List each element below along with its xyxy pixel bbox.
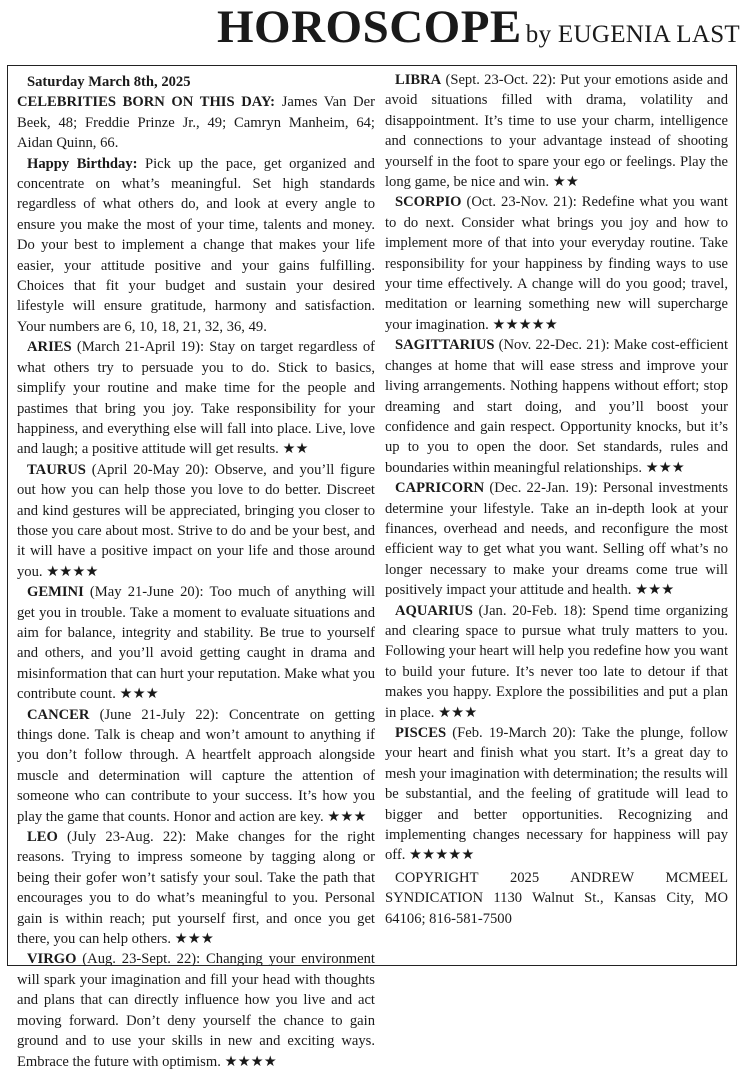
date-line: Saturday March 8th, 2025 bbox=[27, 74, 191, 90]
sign-text: Make cost-efficient changes at home that will ease stress and improve your living arrangements. Nothing happens without effort; stop dreaming and start doing, and you’ll boost your confidence and gain respect. Opportunity knocks, but it’s up to you to open the door. Set standards, rules and boundaries within meaningful relationships. bbox=[385, 337, 728, 476]
sign-text: Make changes for the right reasons. Trying to impress someone by tagging along or being their gofer won’t satisfy your soul. Take the path that encourages you to do what’s meaningful to you. Personal gain is within reach; put yourself first, and once you get there, you can help others. bbox=[17, 829, 375, 948]
star-rating: ★★★ bbox=[323, 808, 367, 825]
birthday-paragraph bbox=[17, 154, 375, 338]
sign-text: Personal investments determine your lifestyle. Take an in-depth look at your finances, overhead and needs, and reconfigure the most efficient way to get what you want. Selling off what’s no longer necessary to make your dreams come true will positively impact your attitude and health. bbox=[385, 480, 728, 599]
star-rating: ★★★ bbox=[171, 931, 214, 948]
sign-dates: (July 23-Aug. 22): bbox=[57, 829, 187, 846]
celebrities-text: James Van Der Beek, 48; Freddie Prinze Jr., 49; Camryn Manheim, 64; Aidan Quinn, 66. bbox=[17, 94, 375, 152]
article-frame bbox=[7, 65, 737, 1070]
birthday-label: Happy Birthday: bbox=[27, 155, 138, 172]
sign-name: ARIES bbox=[27, 339, 72, 356]
sign-name: TAURUS bbox=[27, 461, 86, 478]
sign-text: Put your emotions aside and avoid situations filled with drama, volatility and disappointment. It’s time to use your charm, intelligence and connections to your advantage instead of shooting yourself in the foot to spare your ego or feelings. Play the long game, be nice and win. bbox=[385, 72, 728, 191]
sign-name: LIBRA bbox=[395, 72, 442, 88]
sign-capricorn bbox=[385, 478, 728, 600]
sign-dates: (Nov. 22-Dec. 21): bbox=[494, 337, 610, 354]
sign-text: Stay on target regardless of what others try to persuade you to do. Stick to basics, simplify your routine and make time for the people and pastimes that bring you joy. Take responsibility for your happiness, and everything else will fall into place. Live, love and laugh; a positive attitude will get results. bbox=[17, 339, 375, 458]
birthday-text: Pick up the pace, get organized and concentrate on what’s meaningful. Set high standards regardless of what others do, and look at every angle to ensure you make the most of your time, talents and money. Do your best to implement a change that makes your life easier, your attitude positive and your gains fulfilling. Choices that fit your budget and sustain your desired lifestyle will ensure gratitude, harmony and satisfaction. Your numbers are 6, 10, 18, 21, 32, 36, 49. bbox=[17, 155, 375, 335]
sign-taurus bbox=[17, 460, 375, 582]
sign-name: CAPRICORN bbox=[395, 480, 485, 497]
sign-cancer bbox=[17, 705, 375, 827]
sign-scorpio bbox=[385, 192, 728, 335]
right-column bbox=[385, 70, 728, 929]
sign-text: Redefine what you want to do next. Consider what brings you joy and how to implement more of that into your everyday routine. Take responsibility for your happiness by finding ways to use your time effectively. A change will do you good; travel, meditation or learning something new will supercharge your imagination. bbox=[385, 194, 728, 333]
sign-name: SAGITTARIUS bbox=[395, 337, 495, 354]
sign-text: Too much of anything will get you in trouble. Take a moment to evaluate situations and aim for balance, integrity and stability. Be true to yourself and others, and you’ll avoid getting caught in drama and misinformation that can hurt your reputation. Make what you contribute count. bbox=[17, 584, 375, 703]
sign-gemini bbox=[17, 582, 375, 704]
sign-dates: (Oct. 23-Nov. 21): bbox=[461, 194, 577, 211]
star-rating: ★★★★ bbox=[220, 1053, 277, 1070]
sign-pisces bbox=[385, 723, 728, 866]
star-rating: ★★ bbox=[549, 174, 579, 191]
celebrities-label: CELEBRITIES BORN ON THIS DAY: bbox=[17, 94, 276, 111]
sign-dates: (June 21-July 22): bbox=[89, 706, 219, 723]
star-rating: ★★★★★ bbox=[405, 847, 475, 864]
star-rating: ★★★★★ bbox=[488, 316, 558, 333]
sign-sagittarius bbox=[385, 335, 728, 478]
sign-libra bbox=[385, 70, 728, 192]
page-title: HOROSCOPE bbox=[216, 1, 522, 53]
sign-dates: (Jan. 20-Feb. 18): bbox=[472, 602, 587, 619]
copyright-notice: COPYRIGHT 2025 ANDREW MCMEEL SYNDICATION 1130 Walnut St., Kansas City, MO 64106; 816-581-7500 bbox=[385, 869, 728, 927]
left-column bbox=[17, 72, 375, 1072]
celebrities-paragraph bbox=[17, 92, 375, 153]
sign-dates: (Aug. 23-Sept. 22): bbox=[76, 951, 201, 968]
sign-leo bbox=[17, 827, 375, 949]
sign-dates: (Feb. 19-March 20): bbox=[446, 725, 577, 741]
sign-aries bbox=[17, 337, 375, 459]
sign-dates: (May 21-June 20): bbox=[83, 584, 204, 601]
star-rating: ★★★ bbox=[641, 459, 685, 476]
masthead bbox=[0, 1, 740, 53]
sign-name: CANCER bbox=[27, 706, 90, 723]
sign-name: PISCES bbox=[395, 725, 447, 741]
sign-dates: (Sept. 23-Oct. 22): bbox=[441, 72, 557, 88]
sign-virgo-start bbox=[17, 949, 375, 1071]
star-rating: ★★★ bbox=[631, 582, 675, 599]
sign-dates: (Dec. 22-Jan. 19): bbox=[484, 480, 598, 497]
star-rating: ★★★★ bbox=[42, 563, 99, 580]
sign-name: LEO bbox=[27, 829, 58, 846]
sign-text: Take the plunge, follow your heart and finish what you start. It’s a great day to mesh your imagination with determination; the results will be substantial, and the feeling of gratitude will lead to bigger and better opportunities. Recognizing and implementing changes necessary for happiness will pay off. bbox=[385, 725, 728, 864]
sign-text: Observe, and you’ll figure out how you can help those you love to do better. Discreet and kind gestures will be appreciated, bringing you closer to those you care about most. Strive to do and be your best, and it will have a positive impact on your life and those around you. bbox=[17, 461, 375, 580]
sign-dates: (March 21-April 19): bbox=[71, 339, 205, 356]
sign-name: SCORPIO bbox=[395, 194, 462, 211]
sign-text: Concentrate on getting things done. Talk is cheap and won’t amount to anything if you don’t follow through. A heartfelt approach alongside muscle and determination will capture the attention of someone who can contribute to your success. It’s how you play the game that counts. Honor and action are key. bbox=[17, 706, 375, 825]
sign-name: AQUARIUS bbox=[395, 602, 473, 619]
sign-dates: (April 20-May 20): bbox=[85, 461, 209, 478]
sign-aquarius bbox=[385, 601, 728, 723]
sign-name: VIRGO bbox=[27, 951, 77, 968]
star-rating: ★★★ bbox=[115, 686, 159, 703]
star-rating: ★★ bbox=[278, 441, 309, 458]
sign-name: GEMINI bbox=[27, 584, 84, 601]
sign-text: Changing your environment will spark your imagination and fill your head with thoughts and plans that can directly influence how you live and act moving forward. Don’t deny yourself the chance to gain ground and to use your skills in new and exciting ways. Embrace the future with optimism. bbox=[17, 951, 375, 1070]
byline: by EUGENIA LAST bbox=[525, 21, 740, 48]
star-rating: ★★★ bbox=[434, 704, 478, 721]
sign-text: Spend time organizing and clearing space to pursue what truly matters to you. Following your heart will help you redefine how you want to build your future. It’s never too late to detour if that makes you happy. Explore the possibilities and put a plan in place. bbox=[385, 602, 728, 721]
